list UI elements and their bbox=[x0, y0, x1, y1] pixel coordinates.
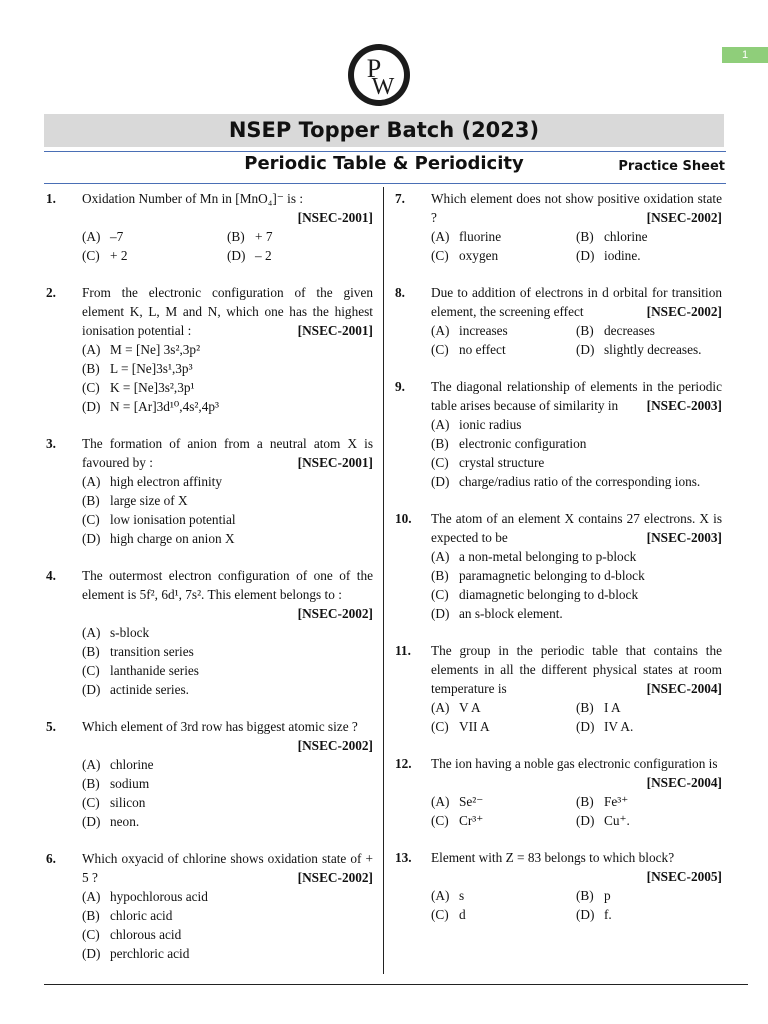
option-letter: (A) bbox=[82, 757, 101, 772]
header-rule bbox=[44, 183, 726, 184]
exam-reference: [NSEC-2004] bbox=[646, 681, 722, 696]
option-text: lanthanide series bbox=[110, 663, 199, 678]
option-text: ionic radius bbox=[459, 417, 522, 432]
option-text: M = [Ne] 3s²,3p² bbox=[110, 342, 201, 357]
option-text: Fe³⁺ bbox=[604, 794, 629, 809]
option-letter: (D) bbox=[576, 248, 595, 263]
option-text: –7 bbox=[110, 229, 124, 244]
answer-option bbox=[82, 793, 373, 812]
option-letter: (C) bbox=[431, 455, 449, 470]
option-text: diamagnetic belonging to d-block bbox=[459, 587, 639, 602]
answer-option bbox=[82, 623, 373, 642]
option-text: charge/radius ratio of the corresponding ions. bbox=[459, 474, 701, 489]
options-list bbox=[431, 792, 722, 830]
options-list bbox=[82, 472, 373, 548]
answer-option bbox=[82, 887, 373, 906]
answer-option bbox=[576, 321, 722, 340]
option-text: chlorous acid bbox=[110, 927, 182, 942]
option-letter: (D) bbox=[227, 248, 246, 263]
question bbox=[46, 189, 373, 265]
question-stem bbox=[431, 641, 722, 698]
option-text: Se²⁻ bbox=[459, 794, 484, 809]
answer-option bbox=[576, 905, 722, 924]
question-stem bbox=[82, 283, 373, 340]
option-letter: (B) bbox=[576, 794, 594, 809]
answer-option bbox=[431, 434, 722, 453]
options-list bbox=[431, 886, 722, 924]
option-text: K = [Ne]3s²,3p¹ bbox=[110, 380, 195, 395]
answer-option bbox=[576, 246, 722, 265]
option-text: – 2 bbox=[255, 248, 272, 263]
option-text: f. bbox=[604, 907, 612, 922]
question bbox=[395, 283, 722, 359]
answer-option bbox=[431, 340, 576, 359]
question-text: The diagonal relationship of elements in the periodic table arises because of similarity in bbox=[431, 379, 722, 413]
footer-rule bbox=[44, 984, 748, 985]
option-letter: (B) bbox=[431, 568, 449, 583]
option-letter: (A) bbox=[82, 625, 101, 640]
option-letter: (A) bbox=[431, 794, 450, 809]
question-stem bbox=[431, 377, 722, 415]
question bbox=[46, 283, 373, 416]
option-text: sodium bbox=[110, 776, 150, 791]
question-stem bbox=[431, 283, 722, 321]
svg-text:P: P bbox=[366, 54, 382, 83]
answer-option bbox=[82, 944, 373, 963]
option-text: d bbox=[459, 907, 466, 922]
exam-reference: [NSEC-2002] bbox=[297, 870, 373, 885]
answer-option bbox=[431, 717, 576, 736]
question-text: Due to addition of electrons in d orbital for transition element, the screening effect bbox=[431, 285, 722, 319]
answer-option bbox=[82, 491, 373, 510]
option-text: high charge on anion X bbox=[110, 531, 235, 546]
answer-option bbox=[82, 510, 373, 529]
answer-option bbox=[82, 340, 373, 359]
option-text: N = [Ar]3d¹⁰,4s²,4p³ bbox=[110, 399, 219, 414]
option-text: low ionisation potential bbox=[110, 512, 236, 527]
exam-reference: [NSEC-2005] bbox=[646, 869, 722, 884]
exam-reference: [NSEC-2002] bbox=[297, 738, 373, 753]
question bbox=[46, 566, 373, 699]
practice-sheet-label: Practice Sheet bbox=[618, 159, 725, 174]
option-letter: (A) bbox=[431, 700, 450, 715]
options-list bbox=[82, 340, 373, 416]
option-letter: (C) bbox=[431, 248, 449, 263]
option-text: transition series bbox=[110, 644, 194, 659]
question-body bbox=[431, 377, 722, 491]
option-letter: (C) bbox=[431, 907, 449, 922]
question-text: From the electronic configuration of the given element K, L, M and N, which one has the highest ionisation potential : bbox=[82, 285, 373, 338]
option-letter: (C) bbox=[82, 927, 100, 942]
options-list bbox=[82, 755, 373, 831]
question-stem bbox=[431, 754, 722, 792]
question-number: 10. bbox=[395, 511, 412, 526]
answer-option bbox=[227, 227, 373, 246]
question-text: Element with Z = 83 belongs to which block? bbox=[431, 850, 675, 865]
option-letter: (C) bbox=[82, 248, 100, 263]
option-text: oxygen bbox=[459, 248, 499, 263]
answer-option bbox=[82, 246, 227, 265]
question bbox=[395, 377, 722, 491]
option-letter: (D) bbox=[576, 813, 595, 828]
option-letter: (B) bbox=[576, 229, 594, 244]
answer-option bbox=[431, 585, 722, 604]
question-body bbox=[431, 189, 722, 265]
question-number: 4. bbox=[46, 568, 56, 583]
option-text: chloric acid bbox=[110, 908, 173, 923]
sheet-subtitle: Periodic Table & Periodicity bbox=[244, 153, 524, 174]
question-text: Which element of 3rd row has biggest atomic size ? bbox=[82, 719, 358, 734]
exam-reference: [NSEC-2004] bbox=[646, 775, 722, 790]
option-text: paramagnetic belonging to d-block bbox=[459, 568, 645, 583]
option-text: s bbox=[459, 888, 465, 903]
option-letter: (A) bbox=[82, 889, 101, 904]
answer-option bbox=[82, 680, 373, 699]
question-stem bbox=[82, 717, 373, 755]
question-stem bbox=[82, 849, 373, 887]
answer-option bbox=[82, 774, 373, 793]
option-letter: (C) bbox=[82, 795, 100, 810]
question-text: Which element does not show positive oxidation state ? bbox=[431, 191, 722, 225]
answer-option bbox=[431, 604, 722, 623]
question-number: 12. bbox=[395, 756, 412, 771]
question-body bbox=[82, 189, 373, 265]
answer-option bbox=[431, 792, 576, 811]
options-list bbox=[431, 547, 722, 623]
option-text: a non-metal belonging to p-block bbox=[459, 549, 637, 564]
option-text: no effect bbox=[459, 342, 506, 357]
question bbox=[395, 189, 722, 265]
answer-option bbox=[576, 886, 722, 905]
option-text: VII A bbox=[459, 719, 490, 734]
exam-reference: [NSEC-2001] bbox=[297, 210, 373, 225]
option-letter: (D) bbox=[82, 682, 101, 697]
option-text: IV A. bbox=[604, 719, 634, 734]
question-number: 5. bbox=[46, 719, 56, 734]
option-letter: (B) bbox=[82, 493, 100, 508]
question-stem bbox=[82, 434, 373, 472]
answer-option bbox=[82, 378, 373, 397]
question-text: The group in the periodic table that contains the elements in all the different physical states at room temperature is bbox=[431, 643, 722, 696]
question-text: Which oxyacid of chlorine shows oxidation state of + 5 ? bbox=[82, 851, 373, 885]
answer-option bbox=[431, 698, 576, 717]
option-letter: (D) bbox=[82, 531, 101, 546]
options-list bbox=[82, 227, 373, 265]
question-stem bbox=[82, 566, 373, 623]
question-body bbox=[82, 717, 373, 831]
question-body bbox=[431, 754, 722, 830]
question-stem bbox=[431, 848, 722, 886]
page-number: 1 bbox=[722, 47, 768, 63]
option-text: decreases bbox=[604, 323, 655, 338]
question-stem bbox=[431, 509, 722, 547]
option-letter: (D) bbox=[431, 474, 450, 489]
answer-option bbox=[576, 717, 722, 736]
option-letter: (C) bbox=[431, 587, 449, 602]
option-letter: (D) bbox=[576, 907, 595, 922]
option-letter: (A) bbox=[431, 549, 450, 564]
option-letter: (D) bbox=[82, 399, 101, 414]
answer-option bbox=[82, 227, 227, 246]
options-list bbox=[82, 887, 373, 963]
question-text: The ion having a noble gas electronic configuration is bbox=[431, 756, 718, 771]
answer-option bbox=[82, 529, 373, 548]
answer-option bbox=[431, 566, 722, 585]
option-text: actinide series. bbox=[110, 682, 190, 697]
column-divider bbox=[383, 187, 384, 974]
answer-option bbox=[431, 547, 722, 566]
option-text: high electron affinity bbox=[110, 474, 223, 489]
exam-reference: [NSEC-2001] bbox=[297, 455, 373, 470]
question bbox=[46, 717, 373, 831]
question-body bbox=[431, 848, 722, 924]
answer-option bbox=[82, 925, 373, 944]
option-text: + 2 bbox=[110, 248, 128, 263]
option-letter: (C) bbox=[431, 719, 449, 734]
option-letter: (C) bbox=[431, 342, 449, 357]
option-text: iodine. bbox=[604, 248, 641, 263]
answer-option bbox=[82, 906, 373, 925]
question-number: 1. bbox=[46, 191, 56, 206]
option-text: Cu⁺. bbox=[604, 813, 630, 828]
option-text: perchloric acid bbox=[110, 946, 190, 961]
option-text: hypochlorous acid bbox=[110, 889, 208, 904]
option-letter: (A) bbox=[82, 229, 101, 244]
answer-option bbox=[82, 359, 373, 378]
option-text: fluorine bbox=[459, 229, 502, 244]
option-text: electronic configuration bbox=[459, 436, 587, 451]
question bbox=[395, 641, 722, 736]
option-letter: (D) bbox=[431, 606, 450, 621]
option-letter: (D) bbox=[576, 719, 595, 734]
question bbox=[395, 509, 722, 623]
option-text: slightly decreases. bbox=[604, 342, 702, 357]
option-text: + 7 bbox=[255, 229, 273, 244]
option-letter: (C) bbox=[431, 813, 449, 828]
option-letter: (C) bbox=[82, 663, 100, 678]
option-text: silicon bbox=[110, 795, 146, 810]
question-number: 8. bbox=[395, 285, 405, 300]
pw-logo bbox=[348, 44, 410, 106]
answer-option bbox=[82, 755, 373, 774]
options-list bbox=[431, 227, 722, 265]
answer-option bbox=[576, 227, 722, 246]
answer-option bbox=[431, 415, 722, 434]
question-text: Oxidation Number of Mn in [MnO₄]⁻ is : bbox=[82, 191, 304, 206]
question-body bbox=[431, 283, 722, 359]
option-letter: (D) bbox=[576, 342, 595, 357]
option-letter: (A) bbox=[431, 417, 450, 432]
exam-reference: [NSEC-2002] bbox=[646, 210, 722, 225]
answer-option bbox=[431, 321, 576, 340]
answer-option bbox=[431, 811, 576, 830]
option-letter: (A) bbox=[82, 474, 101, 489]
question-body bbox=[431, 509, 722, 623]
answer-option bbox=[431, 886, 576, 905]
question-text: The atom of an element X contains 27 electrons. X is expected to be bbox=[431, 511, 722, 545]
option-letter: (A) bbox=[82, 342, 101, 357]
answer-option bbox=[82, 472, 373, 491]
option-letter: (A) bbox=[431, 888, 450, 903]
question-body bbox=[82, 434, 373, 548]
option-text: large size of X bbox=[110, 493, 188, 508]
options-list bbox=[431, 698, 722, 736]
question bbox=[46, 849, 373, 963]
question-number: 3. bbox=[46, 436, 56, 451]
option-letter: (C) bbox=[82, 512, 100, 527]
answer-option bbox=[431, 453, 722, 472]
option-text: crystal structure bbox=[459, 455, 545, 470]
answer-option bbox=[82, 642, 373, 661]
question-number: 9. bbox=[395, 379, 405, 394]
question-text: The outermost electron configuration of one of the element is 5f², 6d¹, 7s². This element belongs to : bbox=[82, 568, 373, 602]
option-letter: (A) bbox=[431, 229, 450, 244]
question bbox=[46, 434, 373, 548]
question-number: 11. bbox=[395, 643, 411, 658]
option-letter: (B) bbox=[227, 229, 245, 244]
answer-option bbox=[82, 397, 373, 416]
exam-reference: [NSEC-2002] bbox=[646, 304, 722, 319]
answer-option bbox=[82, 661, 373, 680]
option-text: neon. bbox=[110, 814, 140, 829]
question-body bbox=[82, 566, 373, 699]
svg-text:W: W bbox=[371, 74, 395, 100]
exam-reference: [NSEC-2002] bbox=[297, 606, 373, 621]
option-letter: (B) bbox=[82, 908, 100, 923]
options-list bbox=[431, 321, 722, 359]
option-letter: (D) bbox=[82, 814, 101, 829]
question bbox=[395, 754, 722, 830]
option-letter: (C) bbox=[82, 380, 100, 395]
options-list bbox=[431, 415, 722, 491]
question-body bbox=[82, 849, 373, 963]
right-column bbox=[395, 189, 722, 942]
exam-reference: [NSEC-2003] bbox=[646, 530, 722, 545]
exam-reference: [NSEC-2001] bbox=[297, 323, 373, 338]
left-column bbox=[46, 189, 373, 981]
question-number: 13. bbox=[395, 850, 412, 865]
exam-reference: [NSEC-2003] bbox=[646, 398, 722, 413]
answer-option bbox=[82, 812, 373, 831]
question-number: 6. bbox=[46, 851, 56, 866]
option-text: increases bbox=[459, 323, 508, 338]
option-letter: (B) bbox=[576, 888, 594, 903]
answer-option bbox=[431, 472, 722, 491]
option-text: chlorine bbox=[604, 229, 648, 244]
answer-option bbox=[431, 227, 576, 246]
option-text: chlorine bbox=[110, 757, 154, 772]
option-text: Cr³⁺ bbox=[459, 813, 484, 828]
option-letter: (B) bbox=[82, 776, 100, 791]
question-body bbox=[82, 283, 373, 416]
option-letter: (B) bbox=[82, 361, 100, 376]
answer-option bbox=[431, 246, 576, 265]
question-body bbox=[431, 641, 722, 736]
answer-option bbox=[431, 905, 576, 924]
answer-option bbox=[576, 811, 722, 830]
option-letter: (D) bbox=[82, 946, 101, 961]
option-letter: (A) bbox=[431, 323, 450, 338]
option-text: p bbox=[604, 888, 611, 903]
option-letter: (B) bbox=[82, 644, 100, 659]
option-text: I A bbox=[604, 700, 621, 715]
question-number: 2. bbox=[46, 285, 56, 300]
question-stem bbox=[82, 189, 373, 227]
option-text: an s-block element. bbox=[459, 606, 563, 621]
question-text: The formation of anion from a neutral atom X is favoured by : bbox=[82, 436, 373, 470]
option-letter: (B) bbox=[431, 436, 449, 451]
option-letter: (B) bbox=[576, 700, 594, 715]
option-text: V A bbox=[459, 700, 481, 715]
option-text: L = [Ne]3s¹,3p³ bbox=[110, 361, 193, 376]
answer-option bbox=[227, 246, 373, 265]
question-stem bbox=[431, 189, 722, 227]
question bbox=[395, 848, 722, 924]
option-text: s-block bbox=[110, 625, 150, 640]
options-list bbox=[82, 623, 373, 699]
page-title: NSEP Topper Batch (2023) bbox=[44, 114, 724, 147]
answer-option bbox=[576, 698, 722, 717]
answer-option bbox=[576, 340, 722, 359]
question-number: 7. bbox=[395, 191, 405, 206]
answer-option bbox=[576, 792, 722, 811]
option-letter: (B) bbox=[576, 323, 594, 338]
